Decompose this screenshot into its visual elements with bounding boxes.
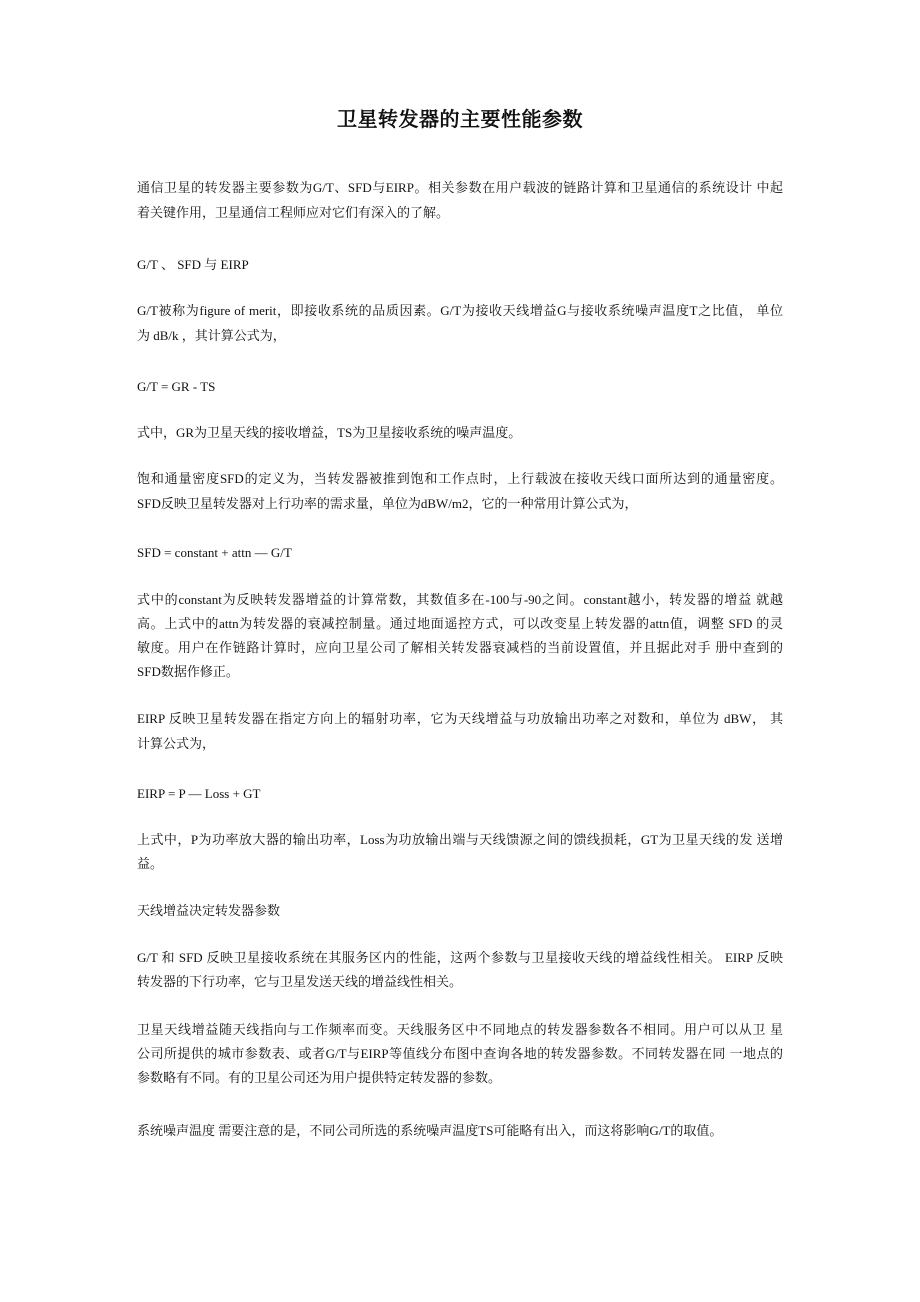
text-line: 卫星天线增益随天线指向与工作频率而变。天线服务区中不同地点的转发器参数各不相同。用户可以从卫 星 [137, 1022, 783, 1037]
text-line: EIRP 反映卫星转发器在指定方向上的辐射功率，它为天线增益与功放输出功率之对数和，单位为 dBW， 其 [137, 711, 783, 726]
text-line: 参数略有不同。有的卫星公司还为用户提供特定转发器的参数。 [137, 1070, 502, 1085]
text-line: G/T 和 SFD 反映卫星接收系统在其服务区内的性能，这两个参数与卫星接收天线的增益线性相关。 EIRP 反映 [137, 950, 783, 965]
text-line: 饱和通量密度SFD的定义为，当转发器被推到饱和工作点时，上行载波在接收天线口面所达到的通量密度。 [137, 471, 783, 486]
text-line: 公司所提供的城市参数表、或者G/T与EIRP等值线分布图中查询各地的转发器参数。不同转发器在同 一地点的 [137, 1046, 783, 1061]
text-line: G/T被称为figure of merit，即接收系统的品质因素。G/T为接收天线增益G与接收系统噪声温度T之比值， 单位 [137, 303, 783, 318]
text-line: EIRP = P — Loss + GT [137, 786, 261, 801]
text-line: G/T 、 SFD 与 EIRP [137, 257, 249, 272]
text-line: 天线增益决定转发器参数 [137, 903, 281, 918]
text-line: SFD反映卫星转发器对上行功率的需求量，单位为dBW/m2，它的一种常用计算公式为， [137, 496, 638, 511]
text-line: 为 dB/k ，其计算公式为， [137, 328, 286, 343]
text-line: G/T = GR - TS [137, 379, 216, 394]
text-line: 式中，GR为卫星天线的接收增益，TS为卫星接收系统的噪声温度。 [137, 425, 522, 440]
text-line: SFD = constant + attn — G/T [137, 545, 292, 560]
text-line: 着关键作用，卫星通信工程师应对它们有深入的了解。 [137, 205, 450, 220]
text-line: SFD数据作修正。 [137, 664, 239, 679]
text-line: 通信卫星的转发器主要参数为G/T、SFD与EIRP。相关参数在用户载波的链路计算和卫星通信的系统设计 中起 [137, 180, 783, 195]
text-line: 敏度。用户在作链路计算时，应向卫星公司了解相关转发器衰减档的当前设置值，并且据此对手 册中查到的 [137, 640, 783, 655]
text-line: 高。上式中的attn为转发器的衰减控制量。通过地面遥控方式，可以改变星上转发器的attn值，调整 SFD 的灵 [137, 616, 783, 631]
text-line: 上式中，P为功率放大器的输出功率，Loss为功放输出端与天线馈源之间的馈线损耗，GT为卫星天线的发 送增 [137, 832, 783, 847]
text-line: 计算公式为， [137, 736, 216, 751]
text-line: 益。 [137, 856, 164, 871]
text-line: 转发器的下行功率，它与卫星发送天线的增益线性相关。 [137, 974, 463, 989]
text-line: 式中的constant为反映转发器增益的计算常数，其数值多在-100与-90之间。constant越小，转发器的增益 就越 [137, 592, 783, 607]
document-title: 卫星转发器的主要性能参数 [337, 109, 583, 131]
text-line: 系统噪声温度 需要注意的是，不同公司所选的系统噪声温度TS可能略有出入，而这将影响G/T的取值。 [137, 1123, 723, 1138]
